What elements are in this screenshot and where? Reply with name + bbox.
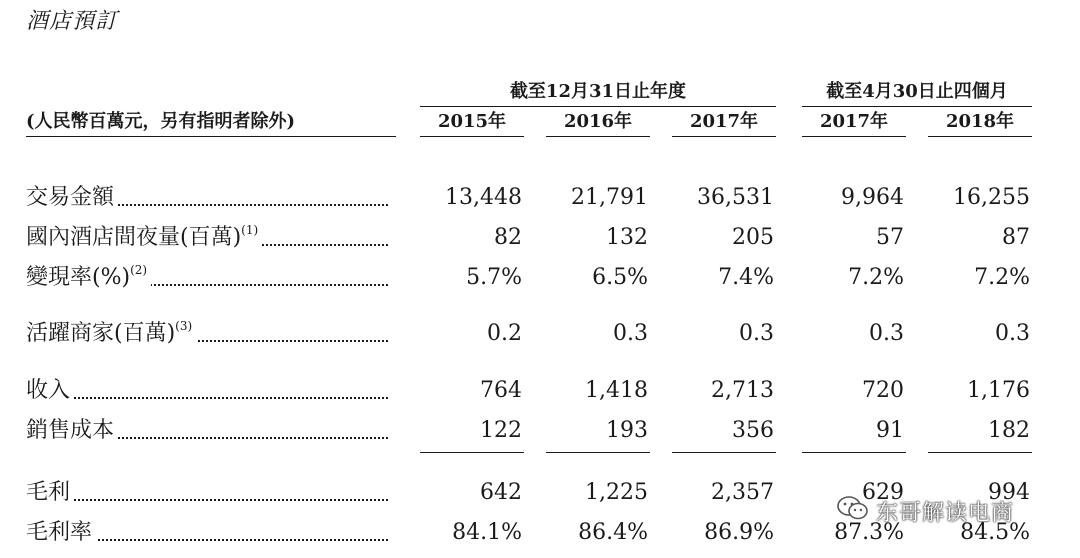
- row-label: 變現率(%)$^{(2)}$: [26, 261, 388, 295]
- row-label: 活躍商家(百萬)$^{(3)}$: [26, 317, 388, 351]
- table-row-take-rate: [0, 261, 1080, 295]
- column-header-2016: 2016年: [546, 108, 650, 137]
- row-label: 國內酒店間夜量(百萬)$^{(1)}$: [26, 221, 388, 255]
- cell-value: 87.3%: [834, 520, 904, 545]
- cell-value: 86.4%: [578, 520, 648, 545]
- column-header-2017: 2017年: [672, 108, 776, 137]
- subtotal-rule: [928, 452, 1032, 453]
- cell-value: 2,713: [711, 378, 774, 403]
- cell-value: 7.4%: [718, 265, 774, 290]
- subtotal-rule: [546, 452, 650, 453]
- cell-value: 13,448: [445, 185, 522, 210]
- cell-value: 57: [876, 225, 904, 250]
- column-header-2018-ytd: 2018年: [928, 108, 1032, 137]
- cell-value: 0.3: [995, 321, 1030, 346]
- table-row-transaction-value: [0, 181, 1080, 215]
- cell-value: 994: [988, 480, 1030, 505]
- cell-value: 1,225: [585, 480, 648, 505]
- section-title: 酒店預訂: [26, 9, 119, 34]
- cell-value: 132: [606, 225, 648, 250]
- column-header-2015: 2015年: [420, 108, 524, 137]
- cell-value: 36,531: [697, 185, 774, 210]
- cell-value: 82: [494, 225, 522, 250]
- row-label: 收入: [26, 374, 388, 408]
- subtotal-rule: [802, 452, 906, 453]
- cell-value: 7.2%: [848, 265, 904, 290]
- cell-value: 7.2%: [974, 265, 1030, 290]
- unit-note: (人民幣百萬元，另有指明者除外): [26, 108, 396, 137]
- row-label: 毛利率: [26, 516, 388, 550]
- cell-value: 1,176: [967, 378, 1030, 403]
- group-header-full-year: 截至12月31日止年度: [420, 78, 776, 107]
- cell-value: 182: [988, 418, 1030, 443]
- cell-value: 84.1%: [452, 520, 522, 545]
- row-label: 交易金額: [26, 181, 388, 215]
- cell-value: 629: [862, 480, 904, 505]
- row-label: 銷售成本: [26, 414, 388, 448]
- cell-value: 5.7%: [466, 265, 522, 290]
- cell-value: 21,791: [571, 185, 648, 210]
- watermark: [836, 496, 1066, 526]
- cell-value: 0.3: [739, 321, 774, 346]
- cell-value: 0.3: [613, 321, 648, 346]
- cell-value: 642: [480, 480, 522, 505]
- cell-value: 193: [606, 418, 648, 443]
- watermark-text: 东哥解读电商: [876, 500, 1015, 526]
- cell-value: 764: [480, 378, 522, 403]
- cell-value: 6.5%: [592, 265, 648, 290]
- table-row-active-merchants: [0, 317, 1080, 351]
- cell-value: 0.2: [487, 321, 522, 346]
- table-row-cost-of-sales: [0, 414, 1080, 448]
- cell-value: 84.5%: [960, 520, 1030, 545]
- table-row-room-nights: [0, 221, 1080, 255]
- cell-value: 0.3: [869, 321, 904, 346]
- cell-value: 86.9%: [704, 520, 774, 545]
- subtotal-rule: [420, 452, 524, 453]
- cell-value: 356: [732, 418, 774, 443]
- wechat-icon: [836, 495, 870, 527]
- row-label: 毛利: [26, 476, 388, 510]
- cell-value: 2,357: [711, 480, 774, 505]
- cell-value: 87: [1002, 225, 1030, 250]
- cell-value: 16,255: [953, 185, 1030, 210]
- cell-value: 1,418: [585, 378, 648, 403]
- column-header-2017-ytd: 2017年: [802, 108, 906, 137]
- cell-value: 720: [862, 378, 904, 403]
- cell-value: 205: [732, 225, 774, 250]
- subtotal-rule: [672, 452, 776, 453]
- cell-value: 91: [876, 418, 904, 443]
- cell-value: 122: [480, 418, 522, 443]
- cell-value: 9,964: [841, 185, 904, 210]
- table-row-revenue: [0, 374, 1080, 408]
- group-header-four-months: 截至4月30日止四個月: [802, 78, 1032, 107]
